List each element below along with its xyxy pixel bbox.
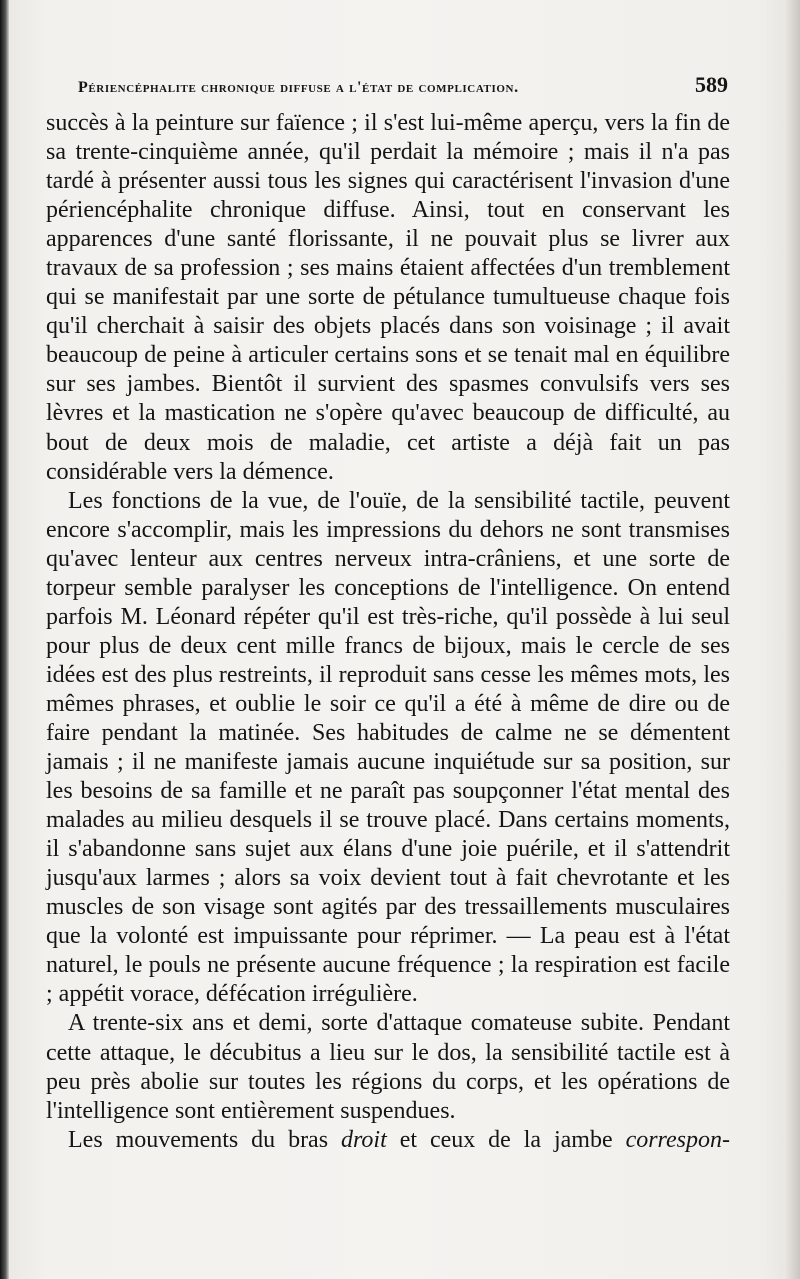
page-number: 589 — [695, 72, 728, 97]
body-text — [46, 109, 730, 1155]
paragraph-text: et ceux de la jambe — [386, 1126, 626, 1153]
page-edge-shadow-left — [0, 0, 9, 1279]
paragraph-continued: succès à la peinture sur faïence ; il s'est lui-même aperçu, vers la fin de sa trente-cinquième année, qu'il perdait la mémoire ; mais il n'a pas tardé à présenter aussi tous les signes qui caractérisent l'invasion d'une périencéphalite chronique diffuse. Ainsi, tout en conservant les apparences d'une santé florissante, il ne pouvait plus se livrer aux travaux de sa profession ; ses mains étaient affectées d'un tremblement qui se manifestait par une sorte de pétulance tumultueuse chaque fois qu'il cherchait à saisir des objets placés dans son voisinage ; il avait beaucoup de peine à articuler certains sons et se tenait mal en équilibre sur ses jambes. Bientôt il survient des spasmes convulsifs vers ses lèvres et la mastication ne s'opère qu'avec beaucoup de difficulté, au bout de deux mois de maladie, cet artiste a déjà fait un pas considérable vers la démence. — [46, 110, 730, 485]
paragraph-text: Les mouvements du bras — [68, 1126, 341, 1153]
paragraph: A trente-six ans et demi, sorte d'attaque comateuse subite. Pendant cette attaque, le décubitus a lieu sur le dos, la sensibilité tactile est à peu près abolie sur toutes les régions du corps, et les opérations de l'intelligence sont entièrement suspendues. — [46, 1010, 730, 1124]
running-title: Périencéphalite chronique diffuse a l'état de complication. — [78, 79, 519, 96]
italic-word: correspon- — [625, 1126, 730, 1153]
page-header — [78, 72, 728, 102]
paragraph: Les fonctions de la vue, de l'ouïe, de la sensibilité tactile, peuvent encore s'accomplir, mais les impressions du dehors ne sont transmises qu'avec lenteur aux centres nerveux intra-crâniens, et une sorte de torpeur semble paralyser les conceptions de l'intelligence. On entend parfois M. Léonard répéter qu'il est très-riche, qu'il possède à lui seul pour plus de deux cent mille francs de bijoux, mais le cercle de ses idées est des plus restreints, il reproduit sans cesse les mêmes mots, les mêmes phrases, et oublie le soir ce qu'il a été à même de dire ou de faire pendant la matinée. Ses habitudes de calme ne se démentent jamais ; il ne manifeste jamais aucune inquiétude sur sa position, sur les besoins de sa famille et ne paraît pas soupçonner l'état mental des malades au milieu desquels il se trouve placé. Dans certains moments, il s'abandonne sans sujet aux élans d'une joie puérile, et il s'attendrit jusqu'aux larmes ; alors sa voix devient tout à fait chevrotante et les muscles de son visage sont agités par des tressaillements musculaires que la volonté est impuissante pour réprimer. — La peau est à l'état naturel, le pouls ne présente aucune fréquence ; la respiration est facile ; appétit vorace, défécation irrégulière. — [46, 487, 730, 1008]
paragraph-last — [46, 1126, 730, 1155]
italic-word: droit — [340, 1126, 387, 1153]
page-edge-shadow-right — [784, 0, 800, 1279]
